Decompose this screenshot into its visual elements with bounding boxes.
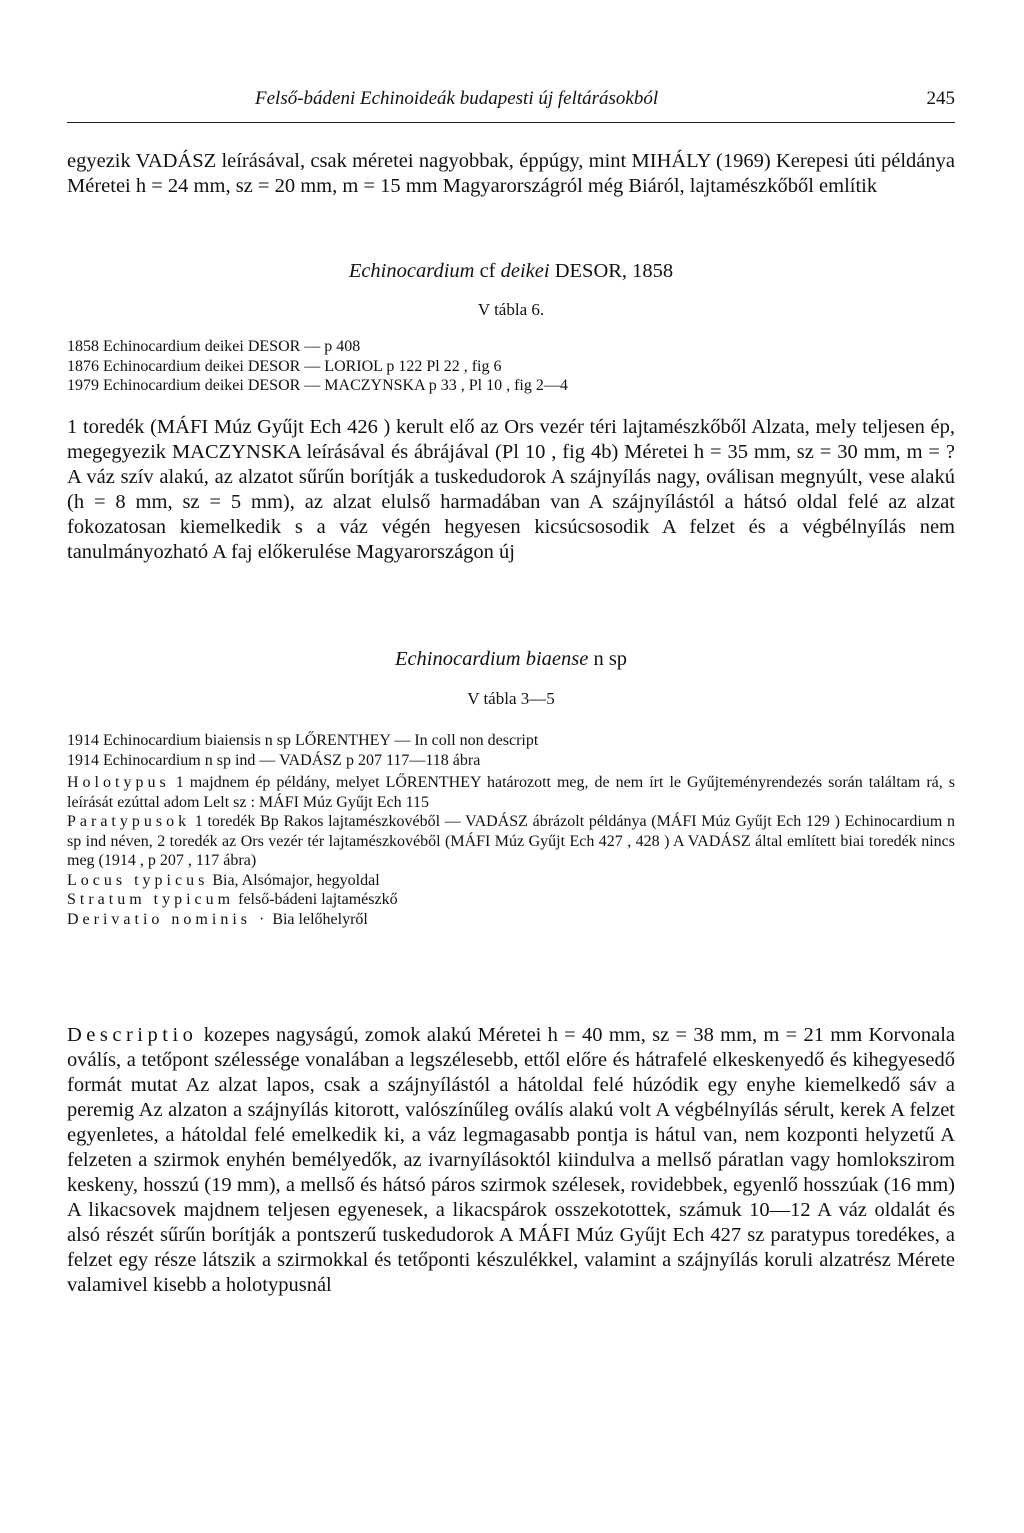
description-text: kozepes nagyságú, zomok alakú Méretei h = 40 mm, sz = 38 mm, m = 21 mm Korvonala oválís, a tetőpont szélessége vonalában a legszélesebb, ettől előre és hátrafelé elkeskenyedő és kihegyesedő formát mutat Az alzat lapos, csak a szájnyílástól a hátoldal felé húzódik egy enyhe kiemelkedő sáv a peremig Az alzaton a szájnyílás kitorott, valószínűleg oválís alakú volt A végbélnyílás sérult, kerek A felzet egyenletes, a hátoldal felé emelkedik ki, a váz legmagasabb pontja is hátul van, nem kozponti helyzetű A felzeten a szirmok enyhén bemélyedők, az ivarnyílásoktól kiindulva a mellső páratlan vagy homlokszirom keskeny, hosszú (19 mm), a mellső és hátsó páros szirmok szélesek, rovidebbek, egyenlő hosszúak (16 mm) A likacsovek majdnem teljesen egyenesek, a likacspárok osszekotottek, számuk 10—12 A váz oldalát és alsó részét sűrűn borítják a pontszerű tuskedudorok A MÁFI Múz Gyűjt Ech 427 sz paratypus toredékes, a felzet egy része látszik a szirmokkal és tetőponti készulékkel, valamint a szájnyílás koruli alzatrész Mérete valamivel kisebb a holotypusnál bbox=[67, 1024, 955, 1296]
species1-epithet: deikei bbox=[500, 260, 550, 282]
page-number: 245 bbox=[926, 88, 955, 109]
field-locus bbox=[67, 871, 955, 891]
intro-paragraph: egyezik VADÁSZ leírásával, csak méretei nagyobbak, éppúgy, mint MIHÁLY (1969) Kerepesi úti példánya Méretei h = 24 mm, sz = 20 mm, m = 15 mm Magyarországról még Biáról, lajtamészkőből említik bbox=[67, 150, 955, 197]
field-label: Holotypus bbox=[67, 774, 170, 791]
field-label: Derivatio nominis · bbox=[67, 910, 269, 928]
species2-epithet: biaense bbox=[525, 648, 589, 670]
synonym-entry: 1914 Echinocardium n sp ind — VADÁSZ p 207 117—118 ábra bbox=[67, 751, 481, 769]
species2-rest: n sp bbox=[593, 648, 628, 670]
species1-synonymy bbox=[67, 337, 955, 396]
species1-cf: cf bbox=[479, 260, 496, 282]
field-label: Stratum typicum bbox=[67, 891, 235, 908]
field-paratypusok bbox=[67, 812, 955, 871]
running-head bbox=[67, 88, 955, 116]
header-rule bbox=[67, 122, 955, 123]
field-holotypus bbox=[67, 773, 955, 812]
species1-genus: Echinocardium bbox=[348, 260, 475, 282]
synonym-entry: 1876 Echinocardium deikei DESOR — LORIOL p 122 Pl 22 , fig 6 bbox=[67, 357, 502, 375]
field-label: Paratypusok bbox=[67, 813, 191, 830]
species1-paragraph: 1 toredék (MÁFI Múz Gyűjt Ech 426 ) kerult elő az Ors vezér téri lajtamészkőből Alzata, mely teljesen ép, megegyezik MACZYNSKA leírásával és ábrájával (Pl 10 , fig 4b) Méretei h = 35 mm, sz = 30 mm, m = ? A váz szív alakú, az alzatot sűrűn borítják a tuskedudorok A szájnyílás nagy, oválisan megnyúlt, vese alakú (h = 8 mm, sz = 5 mm), az alzat elulső harmadában van A szájnyílástól a hátsó oldal felé az alzat fokozatosan kiemelkedik s a váz végén hegyesen kicsúcsosodik A felzet és a végbélnyílás nem tanulmányozható A faj előkerulése Magyarországon új bbox=[67, 416, 955, 563]
description-label: Descriptio bbox=[67, 1024, 198, 1046]
synonym-entry: 1914 Echinocardium biaiensis n sp LŐRENTHEY — In coll non descript bbox=[67, 732, 539, 749]
field-label: Locus typicus bbox=[67, 871, 209, 889]
field-text: 1 toredék Bp Rakos lajtamészkovéből — VADÁSZ ábrázolt példánya (MÁFI Múz Gyűjt Ech 129 ) Echinocardium n sp ind néven, 2 toredék az Ors vezér tér lajtamészkovéből (MÁFI Múz Gyűjt Ech 427 , 428 ) A VADÁSZ által említett biai toredék nincs meg (1914 , p 207 , 117 ábra) bbox=[67, 813, 955, 869]
species2-title bbox=[67, 647, 955, 672]
species1-plate: V tábla 6. bbox=[477, 300, 545, 319]
field-text: 1 majdnem ép példány, melyet LŐRENTHEY határozott meg, de nem írt le Gyűjteményrendezés során találtam rá, s leírását ezúttal adom Lelt sz : MÁFI Múz Gyűjt Ech 115 bbox=[67, 774, 956, 811]
species2-fields bbox=[67, 773, 955, 929]
species2-plate: V tábla 3—5 bbox=[467, 689, 555, 708]
species1-author: DESOR, 1858 bbox=[554, 260, 674, 282]
field-text: Bia lelőhelyről bbox=[272, 910, 368, 928]
field-stratum bbox=[67, 890, 955, 910]
running-title: Felső-bádeni Echinoideák budapesti új feltárásokból bbox=[255, 88, 659, 109]
synonym-entry: 1858 Echinocardium deikei DESOR — p 408 bbox=[67, 338, 361, 355]
field-text: Bia, Alsómajor, hegyoldal bbox=[212, 871, 380, 889]
synonym-entry: 1979 Echinocardium deikei DESOR — MACZYNSKA p 33 , Pl 10 , fig 2—4 bbox=[67, 377, 568, 394]
field-text: felső-bádeni lajtamészkő bbox=[238, 891, 398, 908]
species2-synonymy bbox=[67, 731, 955, 770]
field-derivatio bbox=[67, 910, 955, 930]
species2-genus: Echinocardium bbox=[394, 648, 521, 670]
species1-title bbox=[67, 259, 955, 284]
species2-description bbox=[67, 1023, 955, 1298]
